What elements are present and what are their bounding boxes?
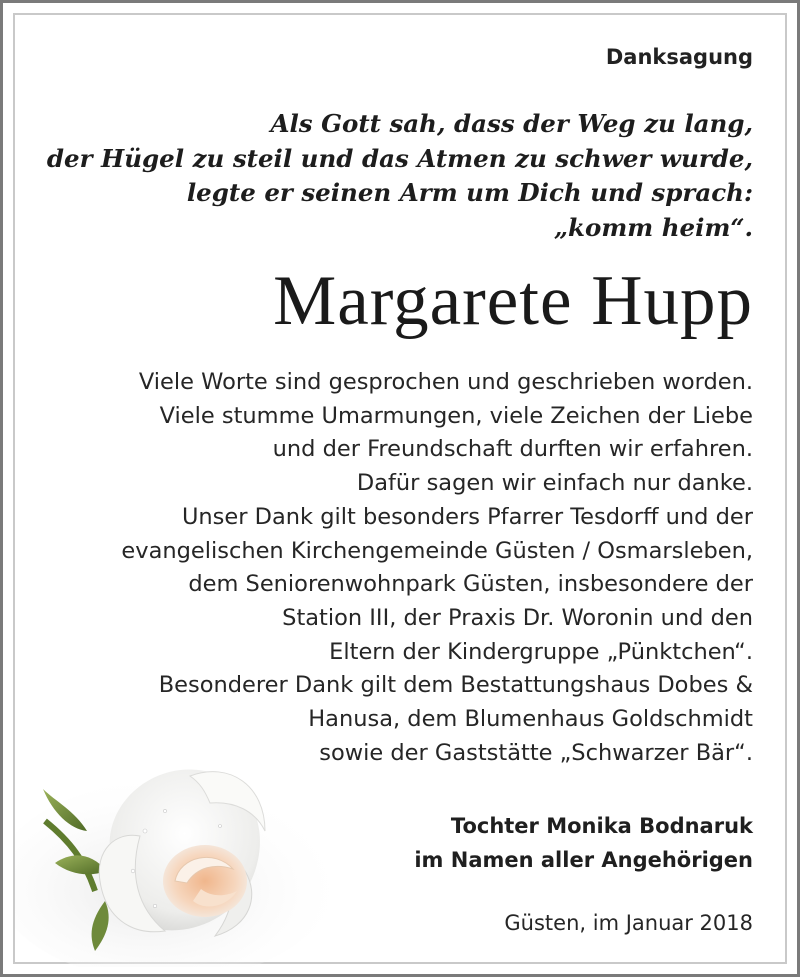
thanks-text bbox=[121, 366, 753, 770]
body-line: Viele Worte sind gesprochen und geschrieben worden. bbox=[138, 369, 753, 395]
place-date: Güsten, im Januar 2018 bbox=[504, 911, 753, 935]
memorial-verse bbox=[47, 107, 753, 245]
body-line: Unser Dank gilt besonders Pfarrer Tesdorff und der bbox=[181, 503, 753, 530]
signature-block bbox=[414, 809, 753, 877]
body-line: und der Freundschaft durften wir erfahren. bbox=[272, 436, 753, 463]
verse-line: Als Gott sah, dass der Weg zu lang, bbox=[270, 109, 753, 138]
verse-line: der Hügel zu steil und das Atmen zu schwer wurde, bbox=[46, 143, 753, 173]
white-rose-image bbox=[15, 731, 335, 967]
signature-line: Tochter Monika Bodnaruk bbox=[450, 814, 753, 838]
body-line: Station III, der Praxis Dr. Woronin und den bbox=[282, 604, 753, 631]
body-line: dem Seniorenwohnpark Güsten, insbesondere der bbox=[188, 571, 753, 598]
body-line: Viele stumme Umarmungen, viele Zeichen der Liebe bbox=[159, 402, 753, 429]
body-line: Dafür sagen wir einfach nur danke. bbox=[356, 470, 753, 497]
notice-heading: Danksagung bbox=[605, 45, 753, 69]
body-line: Eltern der Kindergruppe „Pünktchen“. bbox=[329, 638, 753, 665]
signature-line: im Namen aller Angehörigen bbox=[414, 848, 753, 872]
deceased-name: Margarete Hupp bbox=[273, 262, 753, 340]
verse-line: „komm heim“. bbox=[553, 212, 753, 242]
body-line: evangelischen Kirchengemeinde Güsten / Osmarsleben, bbox=[121, 537, 753, 564]
body-line: Besonderer Dank gilt dem Bestattungshaus Dobes & bbox=[158, 672, 753, 699]
verse-line: legte er seinen Arm um Dich und sprach: bbox=[186, 178, 753, 207]
body-line: sowie der Gaststätte „Schwarzer Bär“. bbox=[319, 739, 753, 766]
body-line: Hanusa, dem Blumenhaus Goldschmidt bbox=[308, 706, 753, 733]
